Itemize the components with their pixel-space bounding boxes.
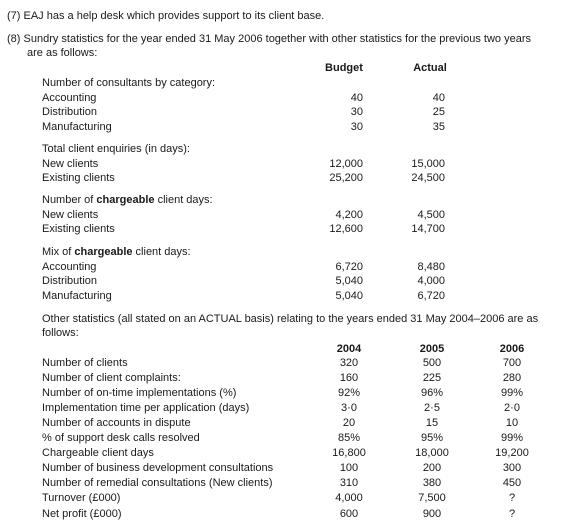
row-label: Distribution bbox=[42, 275, 98, 288]
table-row-label: % of support desk calls resolved bbox=[42, 432, 200, 445]
budget-value: 6,720 bbox=[335, 260, 363, 273]
table-cell: 99% bbox=[500, 432, 524, 445]
table-cell: 10 bbox=[505, 417, 519, 430]
table-cell: 500 bbox=[422, 357, 442, 369]
table-cell: 16,800 bbox=[332, 447, 366, 460]
table-cell: 450 bbox=[502, 477, 522, 490]
budget-value: 4,200 bbox=[335, 208, 363, 221]
section-heading bbox=[42, 246, 191, 259]
table-cell: 7,500 bbox=[418, 492, 446, 505]
table-row-label: Number of business development consultations bbox=[42, 462, 274, 475]
heading-text-suffix: client days: bbox=[132, 246, 191, 258]
table-row-label: Number of client complaints: bbox=[42, 372, 181, 385]
table-row-label: Number of on-time implementations (%) bbox=[42, 387, 237, 400]
table-cell: 310 bbox=[339, 477, 359, 490]
section-heading bbox=[42, 143, 190, 156]
table-cell: 900 bbox=[422, 507, 442, 520]
budget-value: 30 bbox=[350, 121, 363, 134]
table-row-label: Turnover (£000) bbox=[42, 492, 121, 505]
row-label: New clients bbox=[42, 208, 99, 221]
table-cell: 700 bbox=[502, 357, 522, 369]
row-label: Existing clients bbox=[42, 223, 115, 236]
table-row-label: Implementation time per application (days) bbox=[42, 402, 250, 415]
budget-column-header: Budget bbox=[325, 62, 363, 74]
heading-emphasis: chargeable bbox=[74, 246, 133, 258]
row-label: Manufacturing bbox=[42, 290, 112, 303]
budget-value: 30 bbox=[350, 106, 363, 119]
budget-value: 12,000 bbox=[329, 157, 363, 170]
table-cell: 20 bbox=[342, 417, 356, 430]
table-row-label: Number of accounts in dispute bbox=[42, 417, 191, 430]
row-label: Distribution bbox=[42, 106, 98, 119]
heading-text: Number of bbox=[42, 194, 97, 206]
table-cell: 320 bbox=[339, 357, 359, 369]
note-8-line1: (8) Sundry statistics for the year ended 31 May 2006 together with other statistics for the previous two years bbox=[7, 33, 531, 45]
actual-value: 24,500 bbox=[411, 172, 445, 185]
table-cell: 18,000 bbox=[415, 447, 449, 460]
table-cell: 100 bbox=[339, 462, 359, 475]
actual-value: 4,000 bbox=[417, 275, 445, 288]
budget-value: 12,600 bbox=[329, 223, 363, 236]
actual-value: 4,500 bbox=[417, 208, 445, 221]
table-row-label: Number of clients bbox=[42, 357, 128, 369]
section-heading bbox=[42, 77, 215, 90]
section-heading bbox=[42, 194, 213, 207]
heading-text-suffix: client days: bbox=[154, 194, 213, 206]
table-cell: 96% bbox=[420, 387, 444, 400]
table-cell: 95% bbox=[420, 432, 444, 445]
table-cell: 200 bbox=[422, 462, 442, 475]
budget-value: 5,040 bbox=[335, 290, 363, 303]
actual-value: 6,720 bbox=[417, 290, 445, 303]
row-label: Manufacturing bbox=[42, 121, 112, 134]
table-cell: 85% bbox=[337, 432, 361, 445]
table-cell: 4,000 bbox=[335, 492, 363, 505]
other-stats-intro-line1: Other statistics (all stated on an ACTUAL basis) relating to the years ended 31 May 2004–2006 are as bbox=[42, 313, 539, 325]
heading-text: Total client enquiries (in days): bbox=[42, 143, 190, 155]
other-stats-intro-line2: follows: bbox=[42, 327, 79, 339]
table-cell: 92% bbox=[337, 387, 361, 400]
actual-value: 15,000 bbox=[411, 157, 445, 170]
row-label: Accounting bbox=[42, 91, 97, 104]
year-column-header: 2004 bbox=[336, 343, 362, 355]
table-cell: 225 bbox=[422, 372, 442, 385]
heading-text: Number of consultants by category: bbox=[42, 77, 216, 89]
actual-value: 40 bbox=[432, 91, 445, 104]
table-cell: 15 bbox=[425, 417, 439, 430]
table-cell: 99% bbox=[500, 387, 524, 400]
year-column-header: 2005 bbox=[419, 343, 445, 355]
table-row-label: Chargeable client days bbox=[42, 447, 154, 460]
budget-value: 25,200 bbox=[329, 172, 363, 185]
table-cell: 2·0 bbox=[504, 402, 520, 415]
table-cell: 380 bbox=[422, 477, 442, 490]
heading-emphasis: chargeable bbox=[96, 194, 155, 206]
table-cell: 2·5 bbox=[424, 402, 440, 415]
row-label: Existing clients bbox=[42, 172, 115, 185]
row-label: Accounting bbox=[42, 260, 97, 273]
table-cell: 160 bbox=[339, 372, 359, 385]
actual-value: 14,700 bbox=[411, 223, 445, 236]
actual-value: 8,480 bbox=[417, 260, 445, 273]
heading-text: Mix of bbox=[42, 246, 75, 258]
budget-value: 40 bbox=[350, 91, 363, 104]
table-cell: 19,200 bbox=[495, 447, 529, 460]
year-column-header: 2006 bbox=[499, 343, 525, 355]
table-cell: ? bbox=[508, 492, 516, 505]
table-row-label: Net profit (£000) bbox=[42, 507, 122, 520]
table-cell: 3·0 bbox=[341, 402, 357, 415]
table-cell: 300 bbox=[502, 462, 522, 475]
actual-column-header: Actual bbox=[413, 62, 447, 74]
table-cell: ? bbox=[508, 507, 516, 520]
actual-value: 25 bbox=[432, 106, 445, 119]
actual-value: 35 bbox=[432, 121, 445, 134]
row-label: New clients bbox=[42, 157, 99, 170]
table-row-label: Number of remedial consultations (New clients) bbox=[42, 477, 273, 490]
note-7: (7) EAJ has a help desk which provides support to its client base. bbox=[7, 10, 325, 22]
note-8-line2: are as follows: bbox=[27, 47, 98, 59]
table-cell: 280 bbox=[502, 372, 522, 385]
budget-value: 5,040 bbox=[335, 275, 363, 288]
table-cell: 600 bbox=[339, 507, 359, 520]
